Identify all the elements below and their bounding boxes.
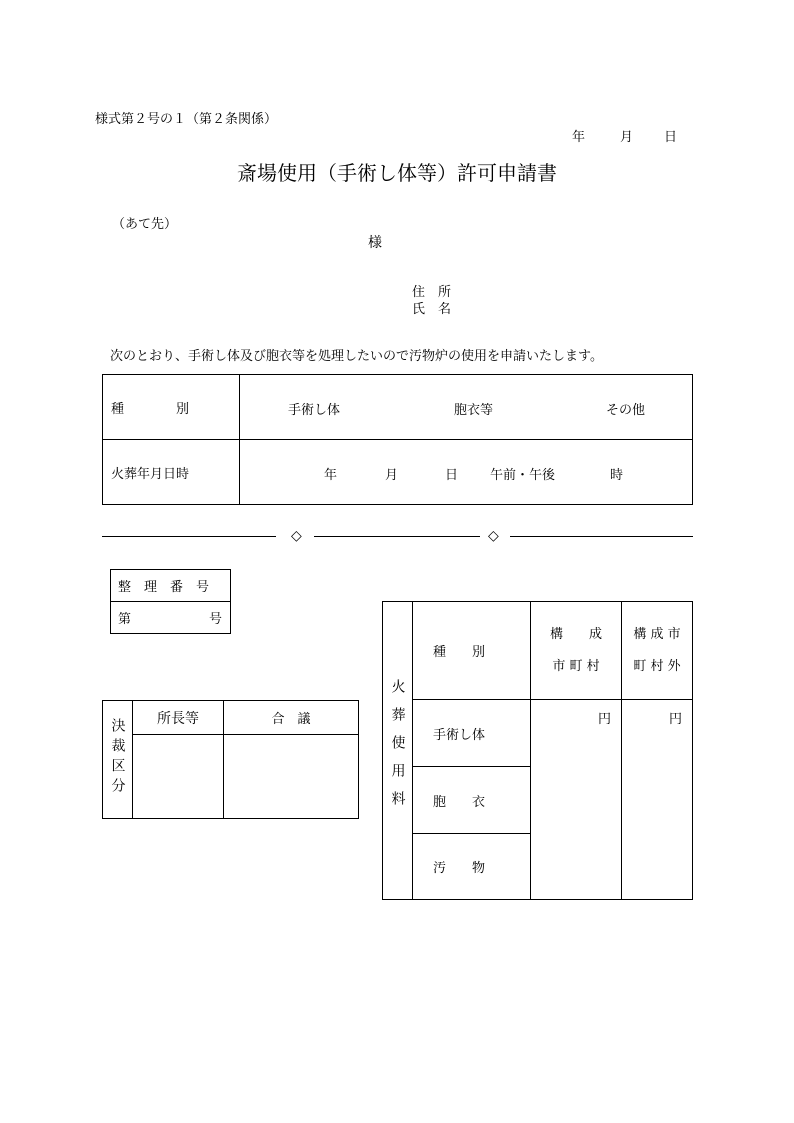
datetime-hour: 時 xyxy=(610,468,624,483)
fee-row-surgical: 手術し体 xyxy=(413,700,531,767)
reference-number-value: 第 号 xyxy=(111,602,231,634)
fee-side-label: 火葬使用料 xyxy=(389,678,406,819)
date-month: 月 xyxy=(620,130,634,145)
addressee-label: （あて先） xyxy=(112,217,178,232)
fee-col-member-line1: 構 成 xyxy=(549,626,602,642)
address-label: 住 所 xyxy=(412,285,452,300)
type-option-placenta: 胞衣等 xyxy=(454,403,494,418)
type-options-cell xyxy=(240,375,693,440)
fee-nonmember-amount: 円 xyxy=(622,700,693,900)
type-option-surgical: 手術し体 xyxy=(288,403,341,418)
decision-table xyxy=(102,700,359,819)
decision-col-director: 所長等 xyxy=(133,701,224,735)
fee-row-placenta: 胞 衣 xyxy=(413,767,531,834)
main-table xyxy=(102,374,693,505)
fee-col-member xyxy=(531,602,622,700)
fee-col-nonmember xyxy=(622,602,693,700)
type-label: 種 別 xyxy=(103,375,240,440)
decision-consultation-box xyxy=(224,735,359,819)
decision-director-box xyxy=(133,735,224,819)
reference-number-title: 整 理 番 号 xyxy=(111,570,231,602)
datetime-month: 月 xyxy=(385,468,399,483)
fee-type-header: 種 別 xyxy=(413,602,531,700)
document-title: 斎場使用（手術し体等）許可申請書 xyxy=(237,161,557,185)
fee-col-member-line2: 市 町 村 xyxy=(552,658,600,674)
date-day: 日 xyxy=(664,130,678,145)
separator-diamond: ◇ xyxy=(488,528,499,544)
fee-member-amount: 円 xyxy=(531,700,622,900)
separator-line xyxy=(102,536,276,537)
separator-line xyxy=(510,536,693,537)
datetime-ampm: 午前・午後 xyxy=(490,468,556,483)
fee-table xyxy=(382,601,693,900)
date-year: 年 xyxy=(572,130,586,145)
decision-col-consultation: 合 議 xyxy=(224,701,359,735)
datetime-label: 火葬年月日時 xyxy=(103,440,240,505)
datetime-cell xyxy=(240,440,693,505)
separator-diamond: ◇ xyxy=(291,528,302,544)
fee-col-nonmember-line2: 町 村 外 xyxy=(633,658,681,674)
decision-side-label: 決裁区分 xyxy=(109,717,126,798)
datetime-day: 日 xyxy=(445,468,459,483)
separator-line xyxy=(314,536,480,537)
datetime-year: 年 xyxy=(324,468,338,483)
addressee-honorific: 様 xyxy=(368,235,382,251)
form-number: 様式第２号の１（第２条関係） xyxy=(95,112,278,127)
fee-row-filth: 汚 物 xyxy=(413,834,531,900)
fee-col-nonmember-line1: 構 成 市 xyxy=(633,626,681,642)
application-statement: 次のとおり、手術し体及び胞衣等を処理したいので汚物炉の使用を申請いたします。 xyxy=(110,349,603,364)
fee-side-label-cell xyxy=(383,602,413,900)
decision-side-label-cell xyxy=(103,701,133,819)
name-label: 氏 名 xyxy=(412,302,452,317)
reference-number-box xyxy=(110,569,231,634)
type-option-other: その他 xyxy=(606,403,646,418)
